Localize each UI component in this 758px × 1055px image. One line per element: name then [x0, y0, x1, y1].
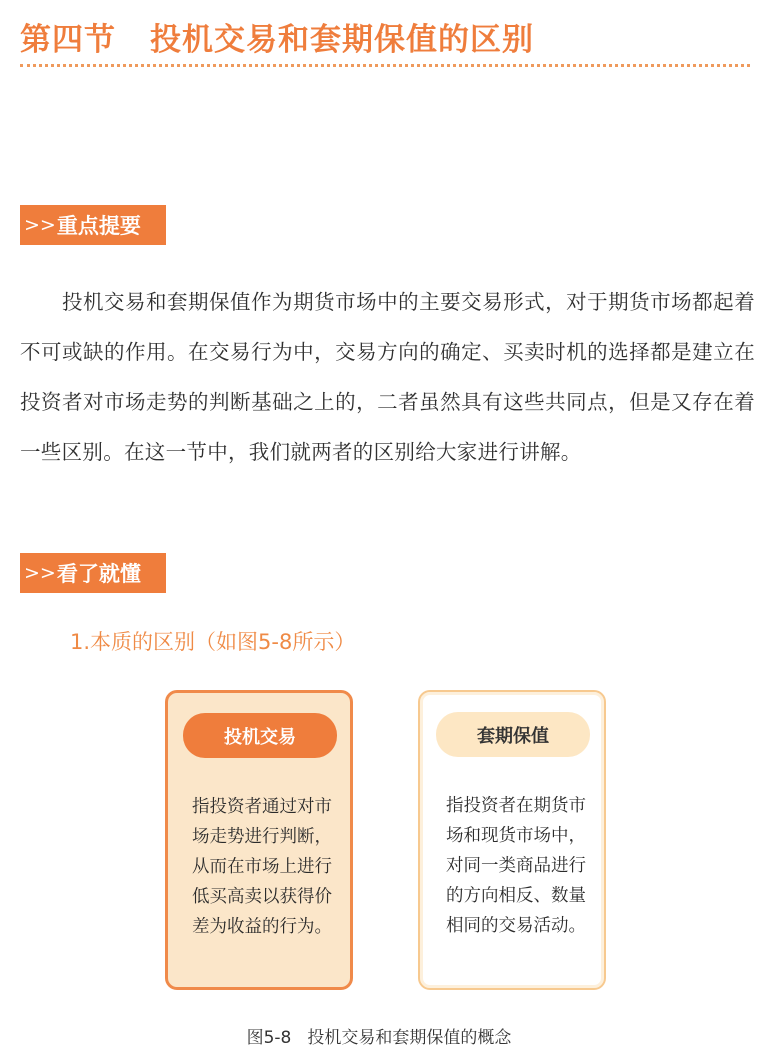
see-to-understand-tag	[20, 553, 166, 593]
speculation-definition: 指投资者通过对市场走势进行判断，从而在市场上进行低买高卖以获得价差为收益的行为。	[192, 797, 332, 937]
hedging-definition: 指投资者在期货市场和现货市场中，对同一类商品进行的方向相反、数量相同的交易活动。	[446, 796, 586, 936]
tag-arrows: >>	[24, 214, 56, 236]
title-divider	[20, 64, 750, 67]
speculation-title: 投机交易	[183, 713, 337, 758]
figure-caption	[0, 1023, 758, 1048]
see-to-understand-label: 看了就懂	[56, 561, 141, 586]
intro-paragraph: 投机交易和套期保值作为期货市场中的主要交易形式，对于期货市场都起着不可或缺的作用。在交易行为中，交易方向的确定、买卖时机的选择都是建立在投资者对市场走势的判断基础之上的，二者虽然具有这些共同点，但是又存在着一些区别。在这一节中，我们就两者的区别给大家进行讲解。	[20, 290, 755, 464]
section-number: 第四节	[20, 22, 116, 58]
speculation-card	[165, 690, 353, 990]
section-heading: 投机交易和套期保值的区别	[150, 22, 534, 58]
tag-arrows: >>	[24, 562, 56, 584]
key-points-tag	[20, 205, 166, 245]
figure-caption-text: 投机交易和套期保值的概念	[307, 1028, 512, 1048]
section-title	[20, 14, 534, 59]
sub-heading: 1.本质的区别（如图5-8所示）	[70, 630, 356, 654]
figure-number: 图5-8	[246, 1028, 292, 1048]
hedging-title: 套期保值	[436, 712, 590, 757]
hedging-card	[418, 690, 606, 990]
key-points-label: 重点提要	[56, 213, 141, 238]
